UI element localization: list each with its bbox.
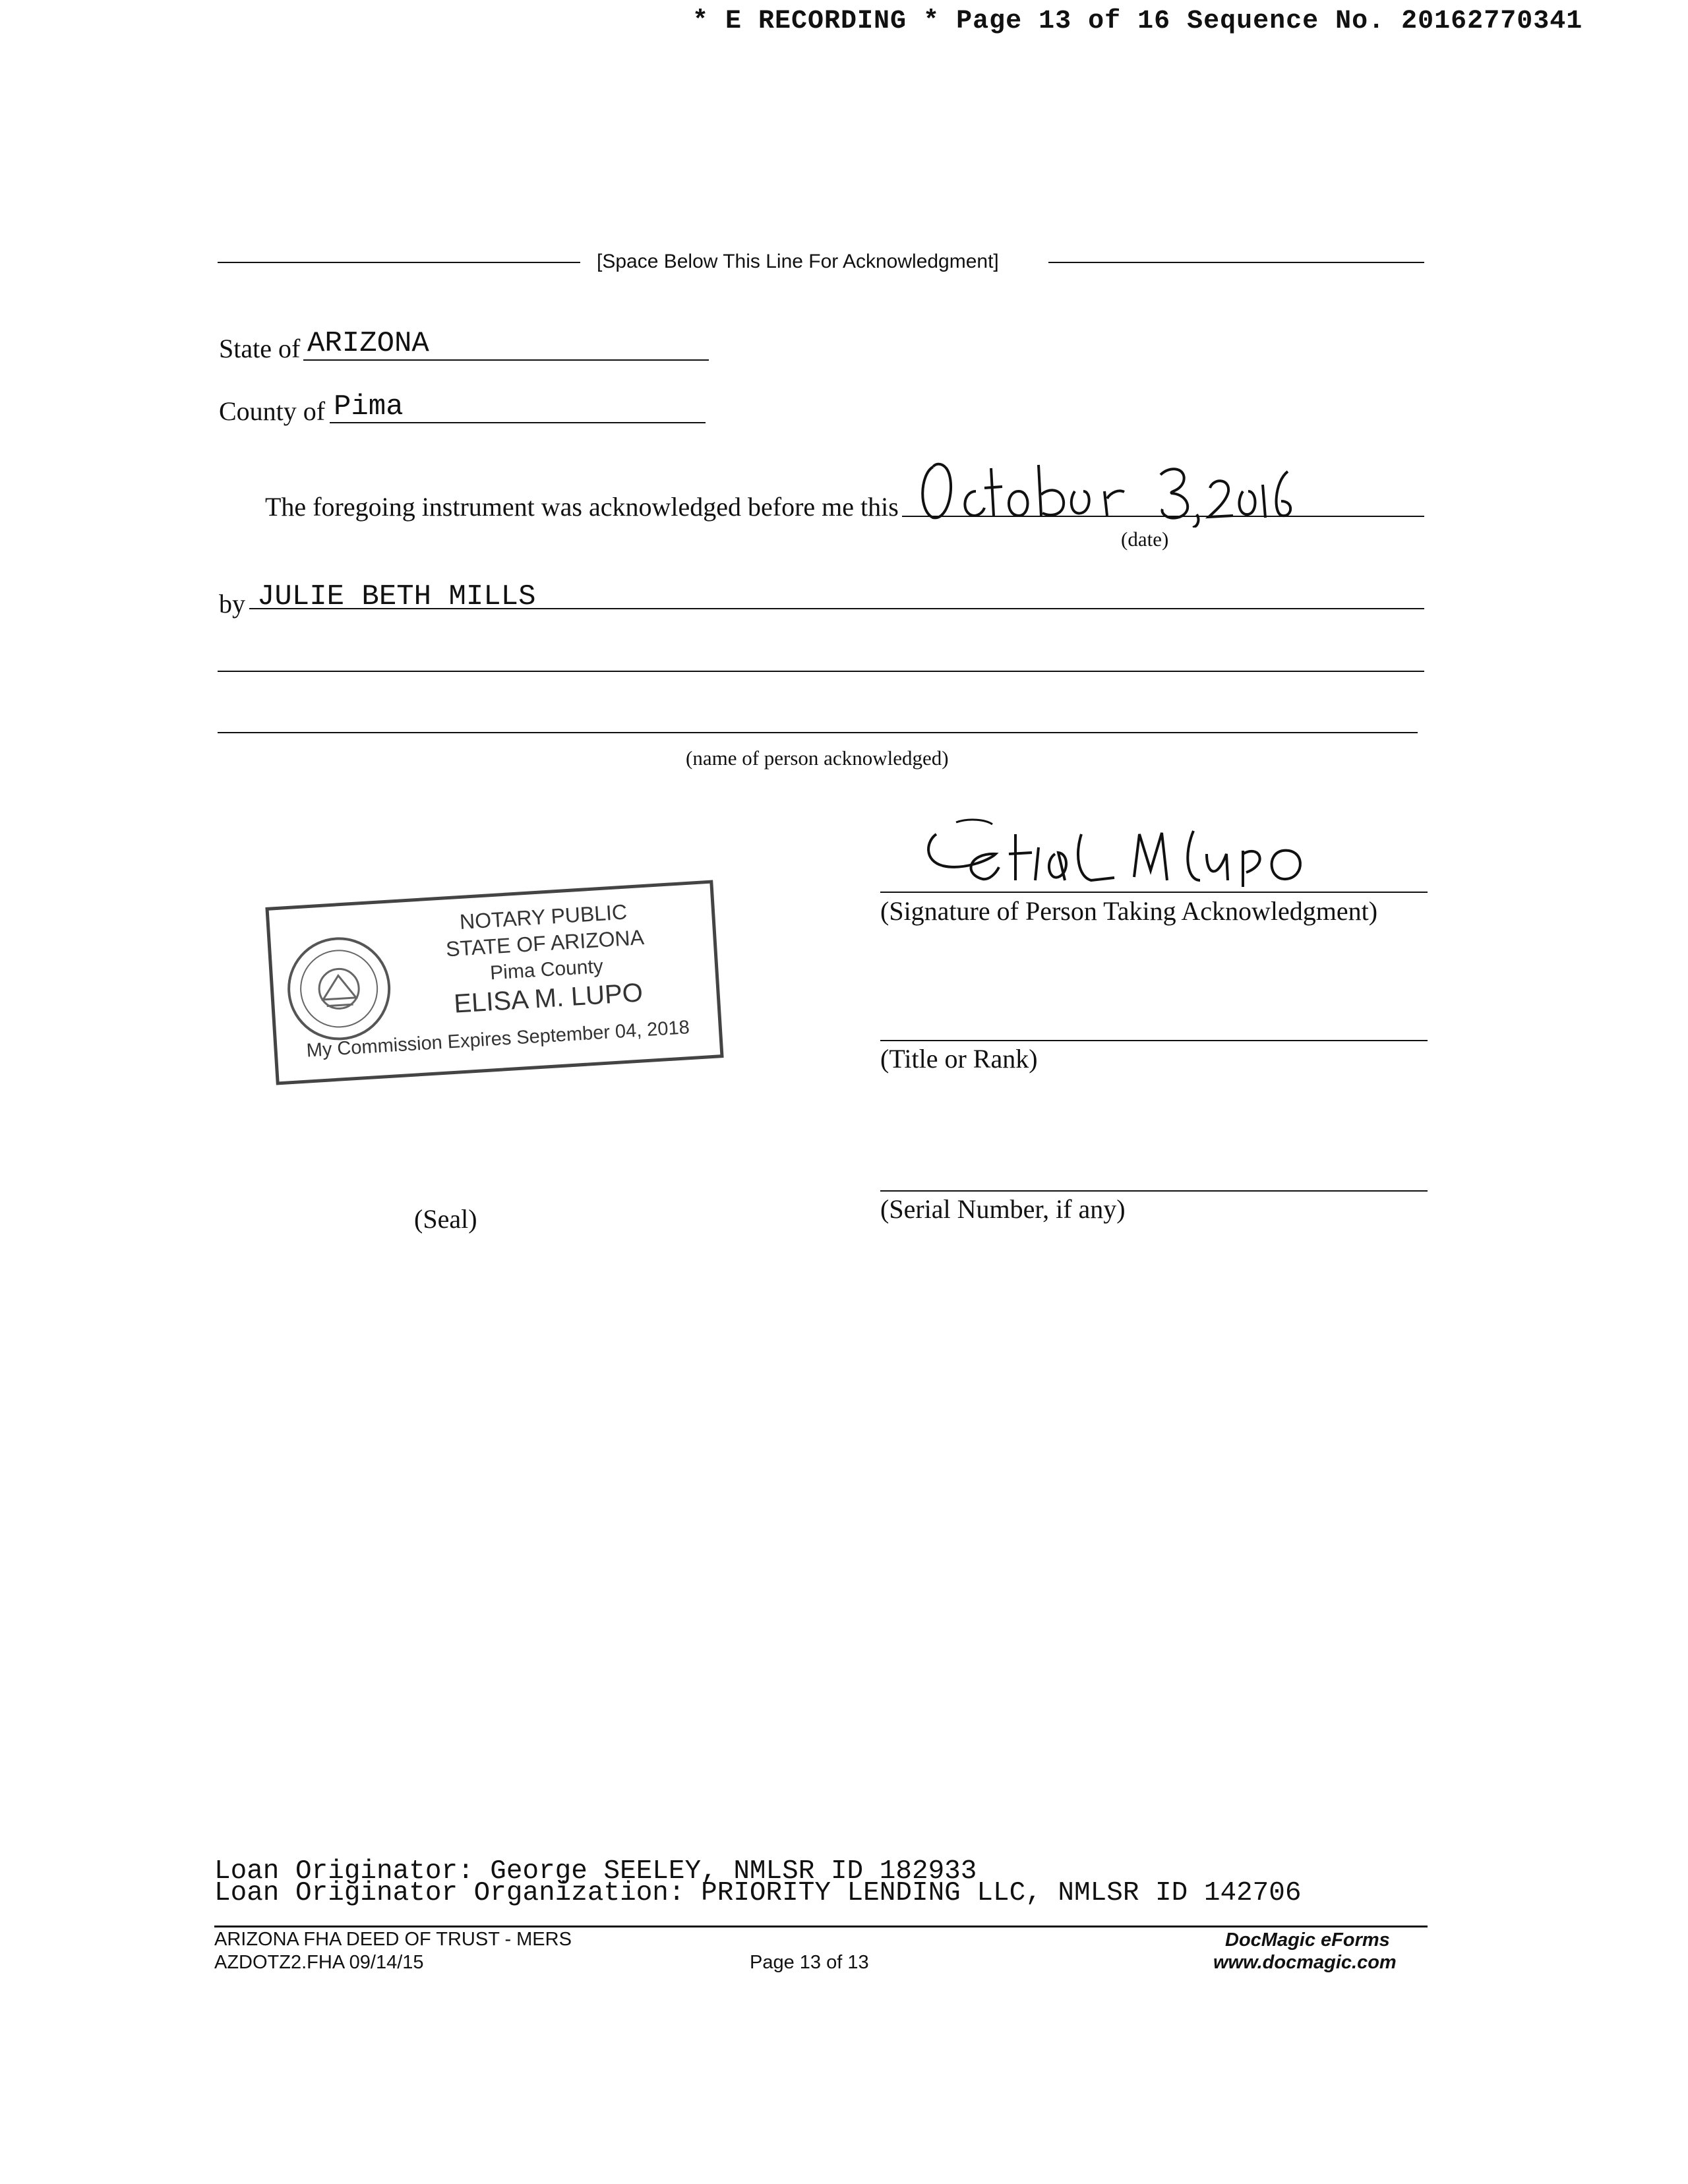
loan-originator-block [214, 1856, 1302, 1908]
seal-caption: (Seal) [414, 1204, 477, 1234]
form-code: AZDOTZ2.FHA 09/14/15 [214, 1952, 424, 1973]
name-caption: (name of person acknowledged) [686, 746, 949, 770]
name-line-2 [218, 671, 1424, 672]
name-line-3 [218, 732, 1418, 733]
footer-rule [214, 1926, 1428, 1927]
separator-line-right [1048, 262, 1424, 263]
title-caption: (Title or Rank) [880, 1044, 1038, 1074]
state-label: State of [219, 334, 301, 363]
by-label: by [219, 589, 245, 619]
signature-underline [880, 892, 1428, 893]
by-value: JULIE BETH MILLS [257, 580, 536, 613]
county-label: County of [219, 396, 326, 426]
loan-originator-org: Loan Originator Organization: PRIORITY LENDING LLC, NMLSR ID 142706 [214, 1878, 1302, 1908]
brand-logo: DocMagic eForms [1225, 1929, 1390, 1951]
by-underline [249, 608, 1424, 609]
date-underline [902, 516, 1424, 517]
stamp-line-3: Pima County [489, 955, 604, 985]
county-value: Pima [334, 390, 404, 423]
serial-underline [880, 1190, 1428, 1192]
county-underline [330, 422, 706, 423]
loan-originator: Loan Originator: George SEELEY, NMLSR ID 182933 [214, 1856, 977, 1887]
title-underline [880, 1040, 1428, 1041]
state-underline [303, 359, 709, 361]
stamp-line-5: My Commission Expires September 04, 2018 [305, 1017, 690, 1062]
page-number: Page 13 of 13 [750, 1952, 869, 1973]
date-caption: (date) [1121, 528, 1169, 551]
notary-signature [917, 814, 1365, 907]
stamp-line-4: ELISA M. LUPO [453, 978, 644, 1019]
recording-header: * E RECORDING * Page 13 of 16 Sequence No. 20162770341 [692, 7, 1583, 36]
serial-caption: (Serial Number, if any) [880, 1194, 1126, 1224]
foregoing-text: The foregoing instrument was acknowledged before me this [265, 492, 899, 522]
form-title: ARIZONA FHA DEED OF TRUST - MERS [214, 1929, 572, 1950]
state-seal-icon [283, 933, 394, 1045]
state-value: ARIZONA [307, 327, 429, 360]
website: www.docmagic.com [1213, 1952, 1397, 1973]
separator-line-left [218, 262, 580, 263]
signature-caption: (Signature of Person Taking Acknowledgment) [880, 896, 1378, 926]
stamp-line-1: NOTARY PUBLIC [459, 899, 628, 934]
notary-stamp [265, 880, 723, 1085]
separator-caption: [Space Below This Line For Acknowledgment] [597, 251, 999, 272]
stamp-line-2: STATE OF ARIZONA [445, 925, 645, 961]
